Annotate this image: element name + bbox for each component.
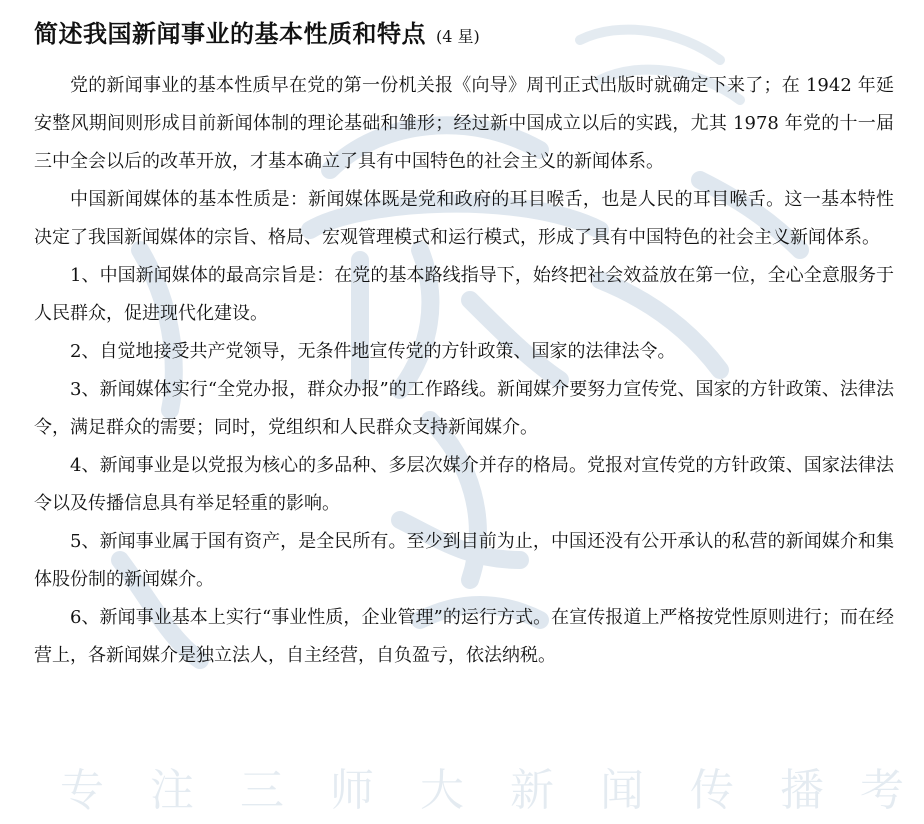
svg-text:新: 新 bbox=[510, 765, 554, 816]
list-item: 3、新闻媒体实行“全党办报，群众办报”的工作路线。新闻媒介要努力宣传党、国家的方针政策、法律法令，满足群众的需要；同时，党组织和人民群众支持新闻媒介。 bbox=[34, 379, 894, 438]
difficulty-stars: (4 星) bbox=[436, 27, 480, 46]
svg-text:三: 三 bbox=[240, 765, 284, 816]
svg-text:师: 师 bbox=[330, 765, 374, 816]
svg-text:播: 播 bbox=[780, 765, 824, 816]
list-item: 6、新闻事业基本上实行“事业性质，企业管理”的运行方式。在宣传报道上严格按党性原则进行；而在经营上，各新闻媒介是独立法人，自主经营，自负盈亏，依法纳税。 bbox=[34, 607, 894, 666]
svg-text:考: 考 bbox=[860, 765, 904, 816]
list-item: 2、自觉地接受共产党领导，无条件地宣传党的方针政策、国家的法律法令。 bbox=[70, 341, 676, 362]
svg-text:专: 专 bbox=[60, 765, 104, 816]
svg-text:注: 注 bbox=[150, 765, 194, 816]
paragraph: 党的新闻事业的基本性质早在党的第一份机关报《向导》周刊正式出版时就确定下来了；在 1942 年延安整风期间则形成目前新闻体制的理论基础和雏形；经过新中国成立以后的实践，尤其 1978 年党的十一届三中全会以后的改革开放，才基本确立了具有中国特色的社会主义的新闻体系。 bbox=[34, 75, 894, 172]
list-item: 1、中国新闻媒体的最高宗旨是：在党的基本路线指导下，始终把社会效益放在第一位，全心全意服务于人民群众，促进现代化建设。 bbox=[34, 265, 894, 324]
paragraph: 中国新闻媒体的基本性质是：新闻媒体既是党和政府的耳目喉舌，也是人民的耳目喉舌。这一基本特性决定了我国新闻媒体的宗旨、格局、宏观管理模式和运行模式，形成了具有中国特色的社会主义新闻体系。 bbox=[34, 189, 894, 248]
svg-text:传: 传 bbox=[690, 765, 734, 816]
svg-text:闻: 闻 bbox=[600, 765, 644, 816]
list-item: 4、新闻事业是以党报为核心的多品种、多层次媒介并存的格局。党报对宣传党的方针政策、国家法律法令以及传播信息具有举足轻重的影响。 bbox=[34, 455, 894, 514]
page-title: 简述我国新闻事业的基本性质和特点 bbox=[34, 20, 426, 48]
title-line bbox=[34, 14, 894, 49]
svg-text:大: 大 bbox=[420, 765, 464, 816]
list-item: 5、新闻事业属于国有资产，是全民所有。至少到目前为止，中国还没有公开承认的私营的新闻媒介和集体股份制的新闻媒介。 bbox=[34, 531, 894, 590]
